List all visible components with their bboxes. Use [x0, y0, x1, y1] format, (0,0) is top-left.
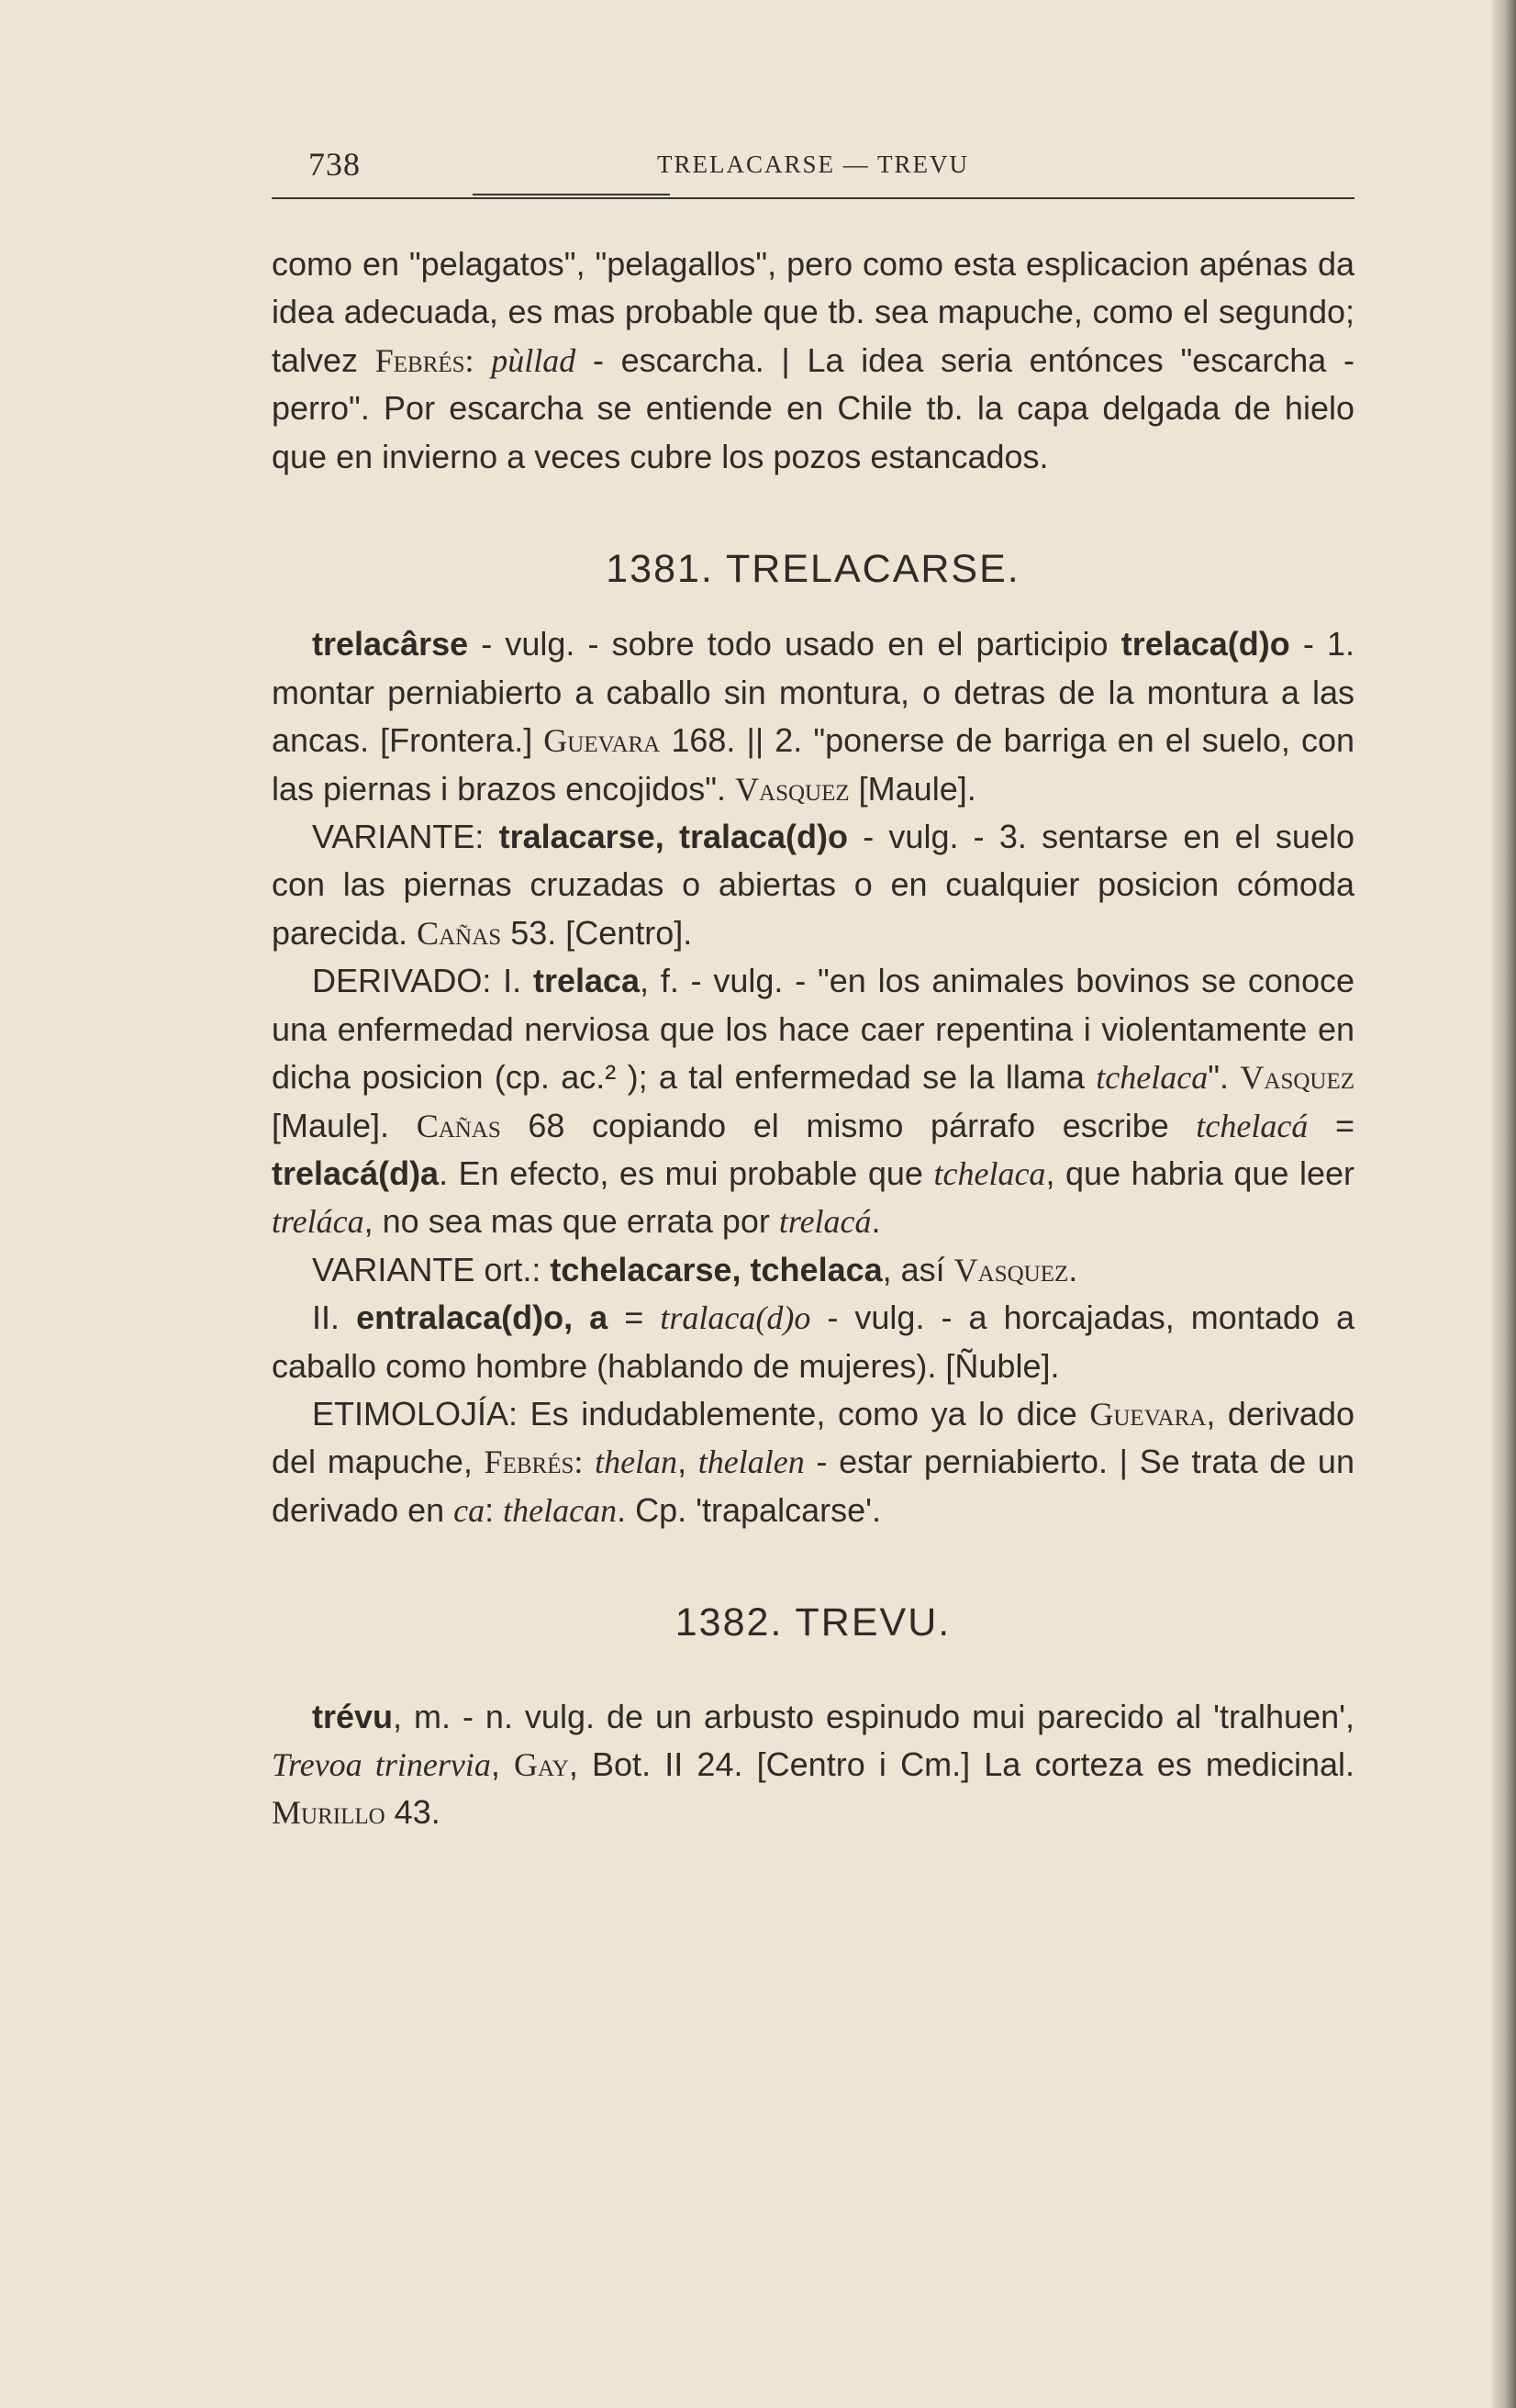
definition-paragraph: trelacârse - vulg. - sobre todo usado en el participio trelaca(d)o - 1. montar perniabierto a caballo sin montura, o detras de la montura a las ancas. [Frontera.] Guevara 168. || 2. "ponerse de barriga en el suelo, con las piernas i brazos encojidos". Vasquez [Maule].	[272, 625, 1354, 808]
variante-paragraph: VARIANTE: tralacarse, tralaca(d)o - vulg. - 3. sentarse en el suelo con las piernas cruzadas o abiertas o en cualquier posicion cómoda parecida. Cañas 53. [Centro].	[272, 818, 1354, 952]
running-title: TRELACARSE — TREVU	[656, 150, 969, 178]
page-edge	[1492, 0, 1516, 2408]
intro-paragraph: como en "pelagatos", "pelagallos", pero como esta esplicacion apénas da idea adecuada, es mas probable que tb. sea mapuche, como el segundo; talvez Febrés: pùllad - escarcha. | La idea seria entónces "escarcha - perro". Por escarcha se entiende en Chile tb. la capa delgada de hielo que en invierno a veces cubre los pozos estancados.	[272, 245, 1354, 475]
derivado-paragraph: DERIVADO: I. trelaca, f. - vulg. - "en los animales bovinos se conoce una enfermedad nerviosa que los hace caer repentina i violentamente en dicha posicion (cp. ac.² ); a tal enfermedad se la llama tchelaca". Vasquez [Maule]. Cañas 68 copiando el mismo párrafo escribe tchelacá = trelacá(d)a. En efecto, es mui probable que tchelaca, que habria que leer treláca, no sea mas que errata por trelacá.	[272, 962, 1355, 1241]
definition-paragraph-trevu: trévu, m. - n. vulg. de un arbusto espinudo mui parecido al 'tralhuen', Trevoa trinervia, Gay, Bot. II 24. [Centro i Cm.] La corteza es medicinal. Murillo 43.	[272, 1697, 1354, 1832]
header-rule-accent	[473, 194, 670, 195]
page-number: 738	[308, 146, 361, 183]
entry-title-1382: 1382. TREVU.	[674, 1600, 952, 1645]
header-rule	[272, 197, 1354, 199]
variante-ort-paragraph: VARIANTE ort.: tchelacarse, tchelaca, así Vasquez.	[312, 1250, 1078, 1288]
page-header	[272, 138, 1354, 193]
entry-title-1381: 1381. TRELACARSE.	[606, 547, 1020, 592]
etimolojia-paragraph: ETIMOLOJÍA: Es indudablemente, como ya lo dice Guevara, derivado del mapuche, Febrés: thelan, thelalen - estar perniabierto. | Se trata de un derivado en ca: thelacan. Cp. 'trapalcarse'.	[272, 1394, 1354, 1529]
page-body	[272, 240, 1354, 1837]
derivado-2-paragraph: II. entralaca(d)o, a = tralaca(d)o - vulg. - a horcajadas, montado a caballo como hombre (hablando de mujeres). [Ñuble].	[272, 1299, 1354, 1385]
